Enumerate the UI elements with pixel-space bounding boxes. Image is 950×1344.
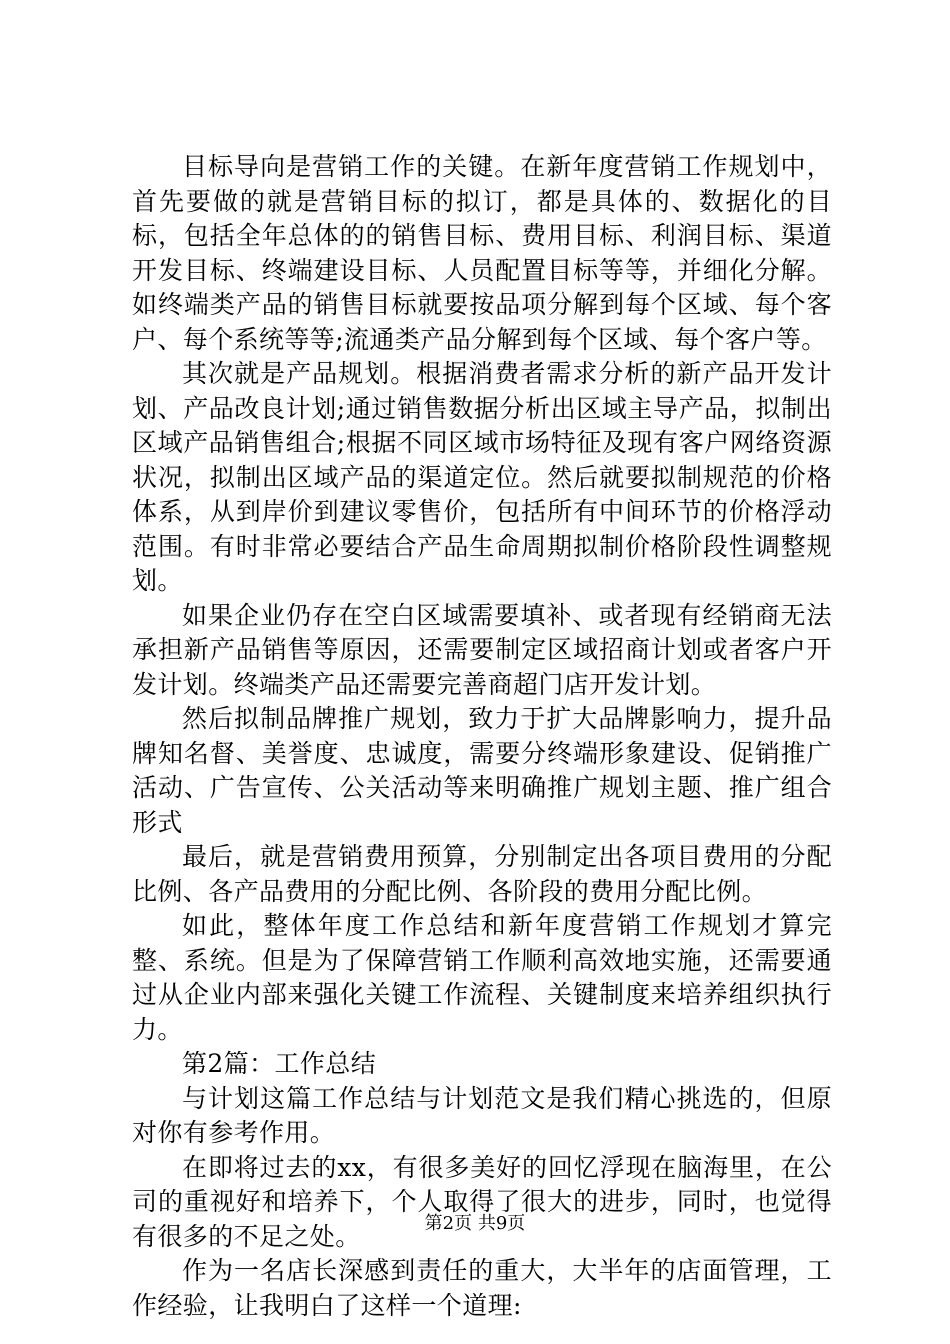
paragraph-reflection: 在即将过去的xx，有很多美好的回忆浮现在脑海里，在公司的重视好和培养下，个人取得了很大的进步，同时，也觉得有很多的不足之处。: [132, 1152, 832, 1251]
paragraph-marketing-goals: 目标导向是营销工作的关键。在新年度营销工作规划中，首先要做的就是营销目标的拟订，都是具体的、数据化的目标，包括全年总体的的销售目标、费用目标、利润目标、渠道开发目标、终端建设目标、人员配置目标等等，并细化分解。如终端类产品的销售目标就要按品项分解到每个区域、每个客户、每个系统等等;流通类产品分解到每个区域、每个客户等。: [132, 152, 832, 354]
page-number-footer: 第2页 共9页: [424, 1213, 526, 1234]
paragraph-regional-recruitment: 如果企业仍存在空白区域需要填补、或者现有经销商无法承担新产品销售等原因，还需要制定区域招商计划或者客户开发计划。终端类产品还需要完善商超门店开发计划。: [132, 600, 832, 699]
document-body: [132, 150, 832, 1323]
paragraph-store-manager: 作为一名店长深感到责任的重大，大半年的店面管理，工作经验，让我明白了这样一个道理:: [132, 1256, 832, 1320]
paragraph-conclusion: 如此，整体年度工作总结和新年度营销工作规划才算完整、系统。但是为了保障营销工作顺利高效地实施，还需要通过从企业内部来强化关键工作流程、关键制度来培养组织执行力。: [132, 911, 832, 1044]
paragraph-budget: 最后，就是营销费用预算，分别制定出各项目费用的分配比例、各产品费用的分配比例、各阶段的费用分配比例。: [132, 842, 832, 906]
paragraph-intro: 与计划这篇工作总结与计划范文是我们精心挑选的，但原对你有参考作用。: [132, 1083, 832, 1147]
section-heading: 第2篇：工作总结: [182, 1049, 377, 1078]
paragraph-brand-promotion: 然后拟制品牌推广规划，致力于扩大品牌影响力，提升品牌知名督、美誉度、忠诚度，需要分终端形象建设、促销推广活动、广告宣传、公关活动等来明确推广规划主题、推广组合形式: [132, 704, 832, 837]
paragraph-product-planning: 其次就是产品规划。根据消费者需求分析的新产品开发计划、产品改良计划;通过销售数据分析出区域主导产品，拟制出区域产品销售组合;根据不同区域市场特征及现有客户网络资源状况，拟制出区域产品的渠道定位。然后就要拟制规范的价格体系，从到岸价到建议零售价，包括所有中间环节的价格浮动范围。有时非常必要结合产品生命周期拟制价格阶段性调整规划。: [132, 359, 832, 595]
